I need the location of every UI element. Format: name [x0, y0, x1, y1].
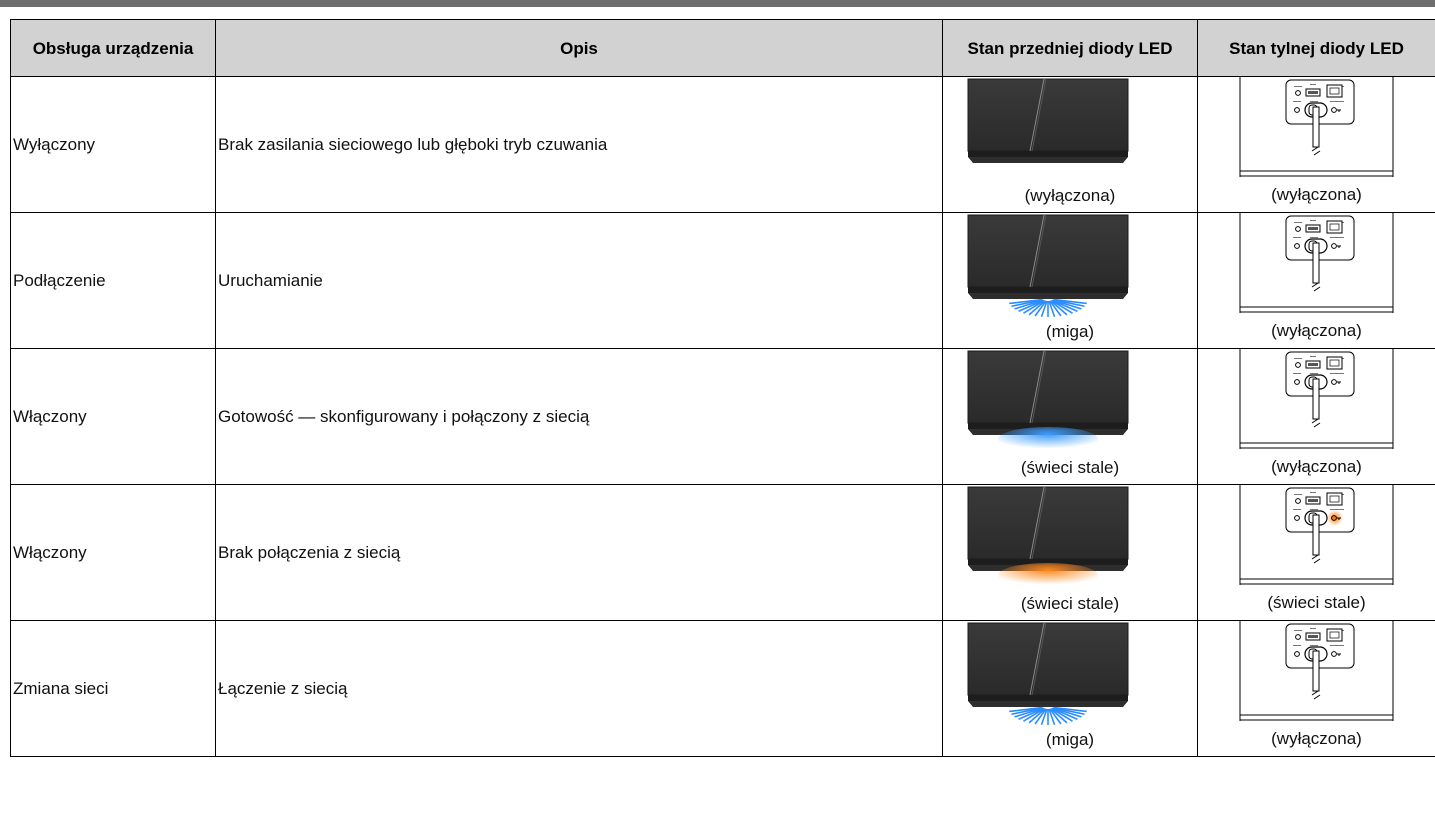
operation-cell: Zmiana sieci	[11, 621, 216, 757]
table-row	[11, 349, 1435, 485]
front-led-cell	[943, 77, 1198, 213]
back-led-caption: (wyłączona)	[1271, 729, 1362, 748]
top-rule	[0, 0, 1435, 7]
rear-panel-illustration	[1238, 621, 1398, 726]
front-led-cell	[943, 485, 1198, 621]
table-row	[11, 213, 1435, 349]
back-led-cell	[1198, 77, 1435, 213]
operation-cell: Włączony	[11, 485, 216, 621]
front-led-caption: (miga)	[1045, 322, 1095, 341]
header-row	[11, 20, 1435, 77]
description-cell: Gotowość — skonfigurowany i połączony z siecią	[216, 349, 943, 485]
front-speaker-illustration	[965, 621, 1175, 726]
back-led-cell	[1198, 213, 1435, 349]
back-led-caption: (wyłączona)	[1271, 185, 1362, 204]
front-led-caption: (świeci stale)	[1020, 458, 1120, 477]
front-led-caption: (świeci stale)	[1020, 594, 1120, 613]
back-led-caption: (świeci stale)	[1267, 593, 1366, 612]
front-led-caption: (wyłączona)	[1024, 186, 1116, 205]
led-status-table	[10, 19, 1435, 757]
description-cell: Łączenie z siecią	[216, 621, 943, 757]
header-back-led: Stan tylnej diody LED	[1198, 20, 1435, 77]
rear-panel-illustration	[1238, 77, 1398, 182]
header-operation: Obsługa urządzenia	[11, 20, 216, 77]
rear-panel-illustration	[1238, 349, 1398, 454]
table-row	[11, 77, 1435, 213]
back-led-cell	[1198, 349, 1435, 485]
front-led-caption: (miga)	[1045, 730, 1095, 749]
back-led-caption: (wyłączona)	[1271, 457, 1362, 476]
blink-rays-icon	[1009, 707, 1086, 725]
front-speaker-illustration	[965, 349, 1175, 454]
connectivity-led-icon	[1332, 516, 1337, 521]
description-cell: Brak połączenia z siecią	[216, 485, 943, 621]
description-cell: Uruchamianie	[216, 213, 943, 349]
back-led-cell	[1198, 621, 1435, 757]
rear-panel-illustration	[1238, 213, 1398, 318]
front-led-cell	[943, 621, 1198, 757]
description-cell: Brak zasilania sieciowego lub głęboki tryb czuwania	[216, 77, 943, 213]
front-speaker-illustration	[965, 77, 1175, 182]
operation-cell: Włączony	[11, 349, 216, 485]
table-row	[11, 485, 1435, 621]
front-led-cell	[943, 349, 1198, 485]
back-led-cell	[1198, 485, 1435, 621]
rear-panel-illustration	[1238, 485, 1398, 590]
back-led-caption: (wyłączona)	[1271, 321, 1362, 340]
operation-cell: Podłączenie	[11, 213, 216, 349]
header-front-led: Stan przedniej diody LED	[943, 20, 1198, 77]
operation-cell: Wyłączony	[11, 77, 216, 213]
table-row	[11, 621, 1435, 757]
header-description: Opis	[216, 20, 943, 77]
front-speaker-illustration	[965, 213, 1175, 318]
front-led-cell	[943, 213, 1198, 349]
blink-rays-icon	[1009, 299, 1086, 317]
front-speaker-illustration	[965, 485, 1175, 590]
